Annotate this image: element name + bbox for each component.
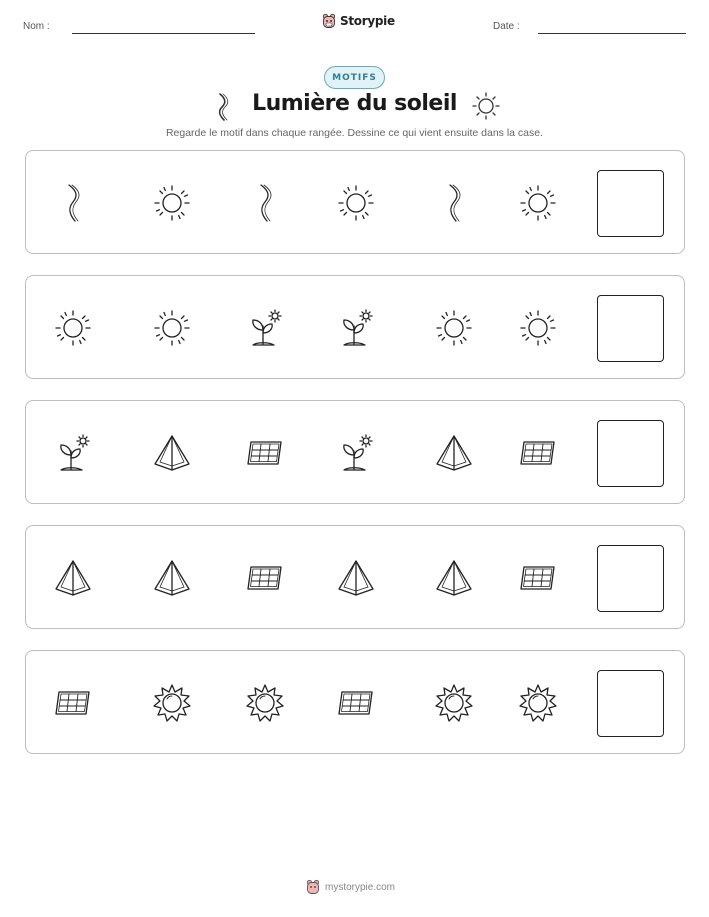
brand-name: Storypie (340, 14, 395, 28)
footer-url[interactable]: mystorypie.com (325, 881, 396, 893)
prism-icon (434, 433, 474, 473)
answer-box[interactable] (597, 545, 664, 612)
sun-icon (471, 91, 501, 121)
sun-icon (336, 183, 376, 223)
answer-box[interactable] (597, 170, 664, 237)
answer-box[interactable] (597, 295, 664, 362)
date-label: Date : (493, 21, 520, 32)
solar-panel-icon (53, 683, 93, 723)
sun-icon (518, 308, 558, 348)
sun-icon (434, 308, 474, 348)
solar-panel-icon (518, 433, 558, 473)
sprout-icon (336, 308, 376, 348)
instructions: Regarde le motif dans chaque rangée. Dessine ce qui vient ensuite dans la case. (165, 127, 544, 139)
pattern-row (25, 525, 685, 629)
spiky-sun-icon (245, 683, 285, 723)
spiky-sun-icon (434, 683, 474, 723)
sun-icon (152, 183, 192, 223)
pattern-row (25, 650, 685, 754)
sun-icon (53, 308, 93, 348)
storypie-logo-icon (322, 13, 336, 29)
prism-icon (336, 558, 376, 598)
prism-icon (53, 558, 93, 598)
wave-icon (245, 183, 285, 223)
pattern-row (25, 275, 685, 379)
sun-icon (152, 308, 192, 348)
prism-icon (152, 433, 192, 473)
name-line[interactable] (72, 33, 255, 34)
wave-icon (434, 183, 474, 223)
storypie-logo-icon (306, 879, 320, 895)
spiky-sun-icon (518, 683, 558, 723)
wave-icon (53, 183, 93, 223)
solar-panel-icon (245, 433, 285, 473)
pattern-row (25, 400, 685, 504)
answer-box[interactable] (597, 420, 664, 487)
footer (306, 879, 395, 895)
name-label: Nom : (23, 21, 50, 32)
date-line[interactable] (538, 33, 686, 34)
pattern-row (25, 150, 685, 254)
answer-box[interactable] (597, 670, 664, 737)
category-badge: MOTIFS (324, 66, 385, 89)
solar-panel-icon (245, 558, 285, 598)
sun-icon (518, 183, 558, 223)
prism-icon (434, 558, 474, 598)
prism-icon (152, 558, 192, 598)
sprout-icon (336, 433, 376, 473)
spiky-sun-icon (152, 683, 192, 723)
page-title: Lumière du soleil (252, 91, 457, 116)
brand (322, 13, 395, 29)
sprout-icon (245, 308, 285, 348)
solar-panel-icon (336, 683, 376, 723)
sprout-icon (53, 433, 93, 473)
solar-panel-icon (518, 558, 558, 598)
